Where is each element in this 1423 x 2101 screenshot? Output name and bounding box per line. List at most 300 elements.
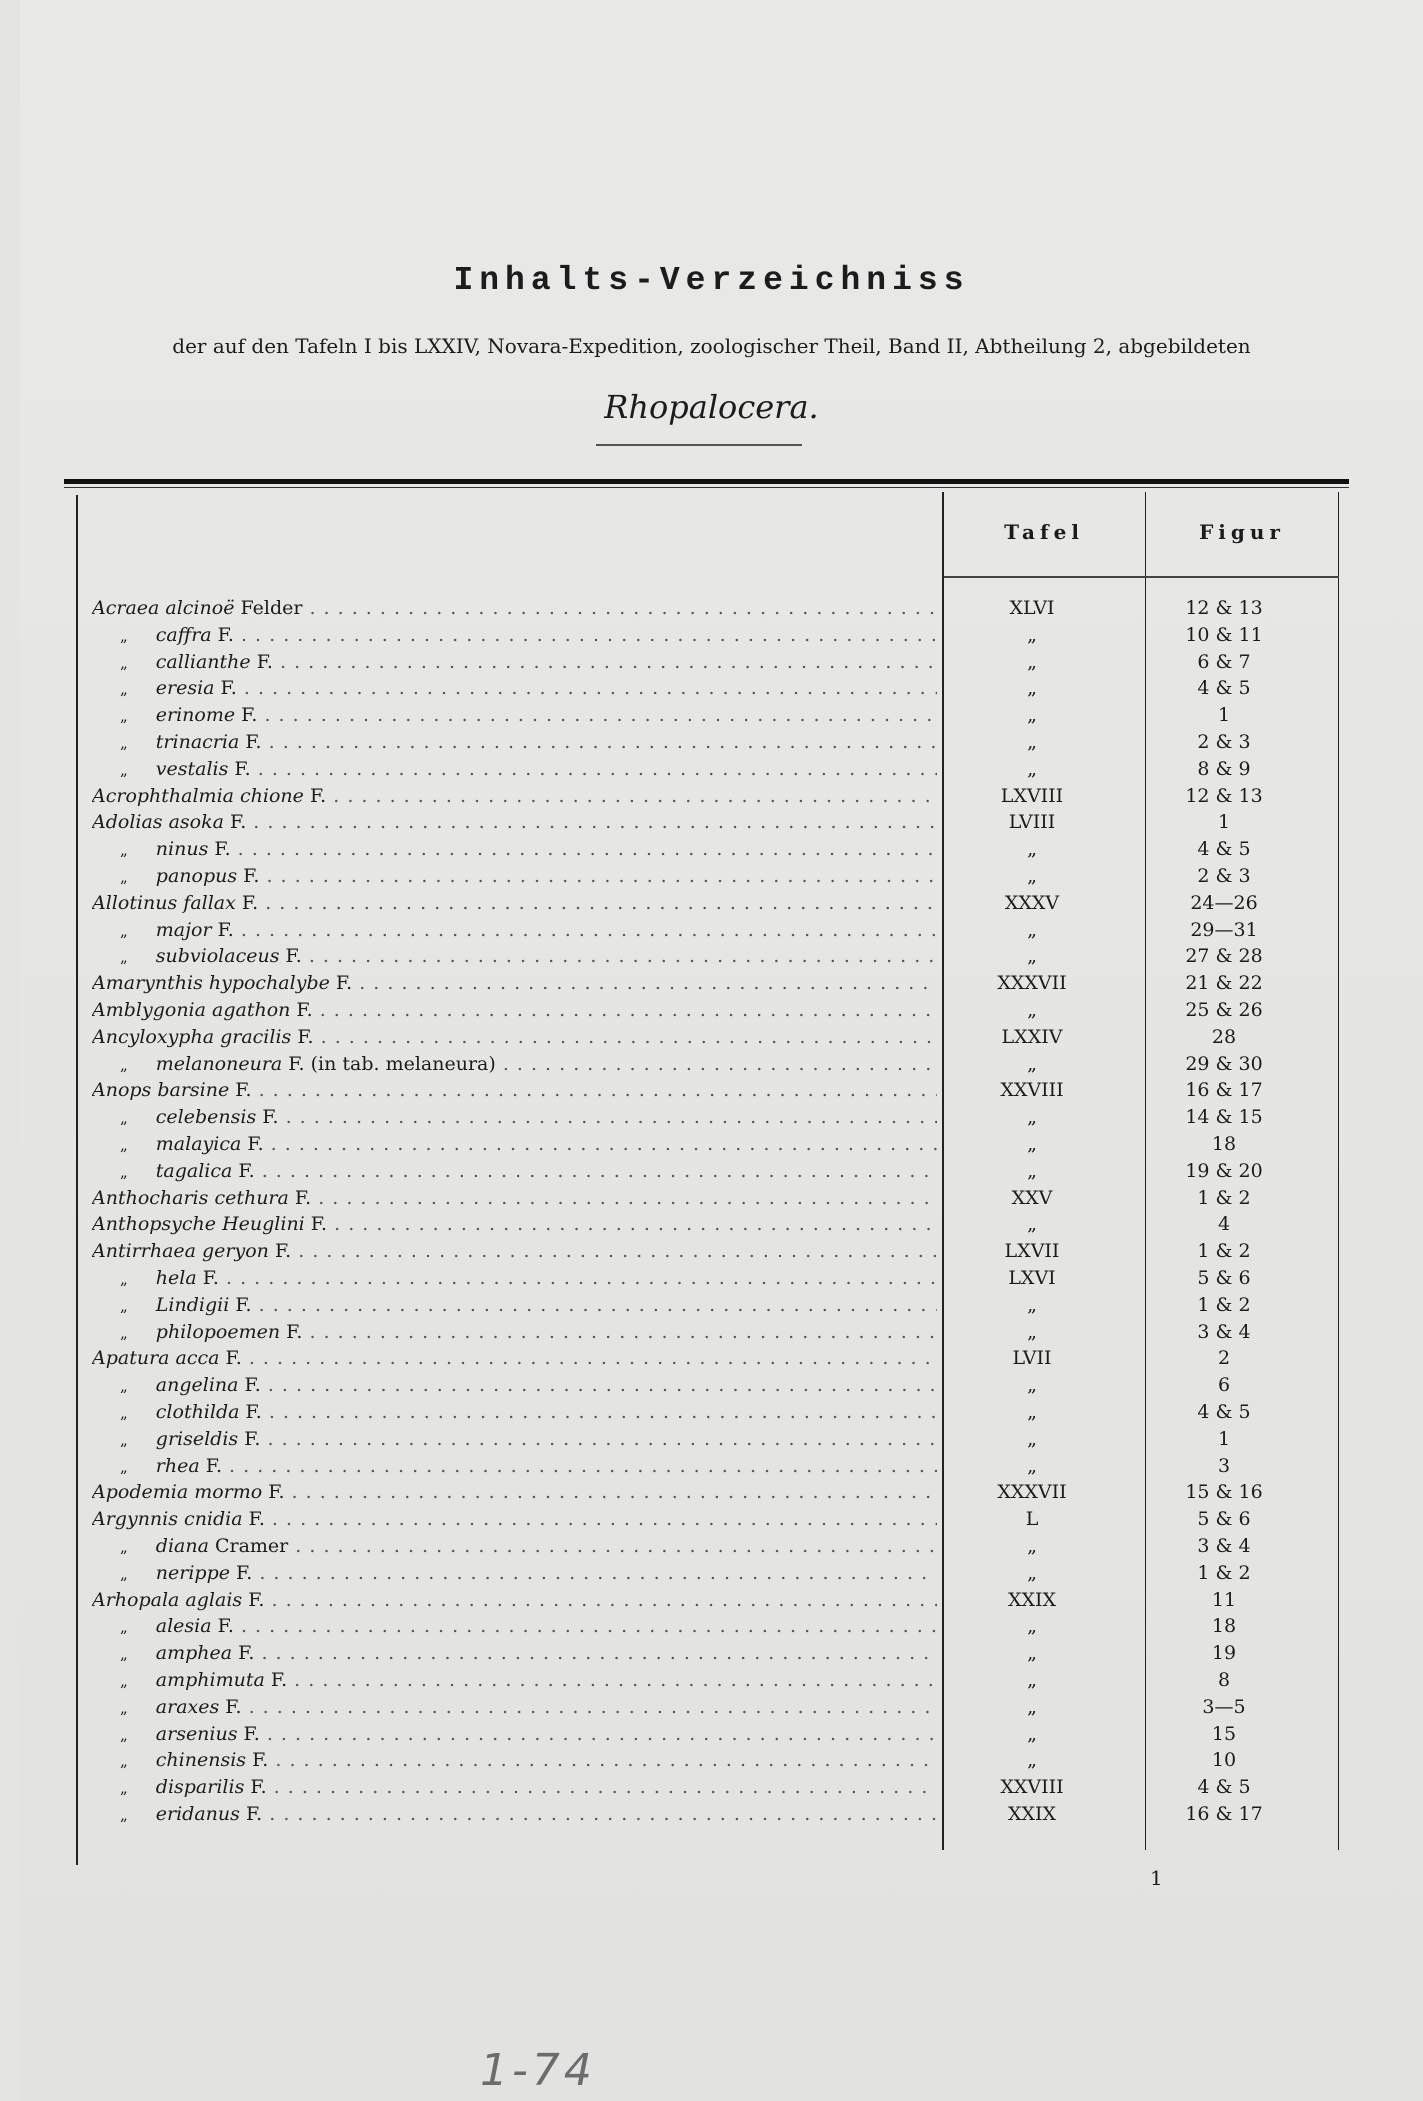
ditto-mark: „	[120, 1779, 128, 1798]
genus-name: Apatura	[92, 1347, 176, 1370]
tafel-cell: LXVIII	[1000, 784, 1064, 807]
taxon-name	[92, 1587, 937, 1614]
tafel-cell: „	[1027, 757, 1037, 780]
taxon-name	[92, 1399, 937, 1427]
ditto-mark: „	[120, 1430, 128, 1449]
taxon-name	[92, 1131, 937, 1159]
figur-cell: 8 & 9	[1197, 757, 1251, 780]
table-top-rule-thin	[64, 487, 1349, 488]
figur-cell: 16 & 17	[1185, 1803, 1263, 1825]
species-name: gracilis	[220, 1025, 292, 1048]
tafel-cell: „	[1027, 1293, 1037, 1316]
taxon-name	[92, 863, 937, 891]
figur-cell: 15	[1211, 1722, 1237, 1745]
species-name: fallax	[183, 891, 236, 914]
author-name: F.	[239, 1803, 263, 1825]
species-name: chione	[240, 784, 304, 807]
tafel-cell: XLVI	[1009, 597, 1055, 619]
species-name: griseldis	[155, 1427, 239, 1450]
header-underline	[944, 576, 1339, 578]
author-name: F.	[238, 1374, 261, 1397]
genus-name: Anthocharis	[92, 1186, 215, 1209]
tafel-cell: „	[1027, 1401, 1037, 1423]
ditto-mark: „	[120, 734, 128, 752]
tafel-cell: „	[1027, 918, 1037, 941]
tafel-cell: „	[1027, 838, 1037, 861]
handwritten-note: 1-74	[480, 2045, 596, 2096]
tafel-cell: LVIII	[1008, 811, 1056, 834]
tafel-cell: XXXV	[1004, 891, 1060, 914]
tafel-cell: „	[1027, 865, 1037, 887]
column-header-figur: Figur	[1199, 520, 1285, 544]
taxon-name	[92, 1104, 937, 1132]
taxon-name	[92, 595, 937, 622]
heading-underline	[596, 444, 802, 446]
species-name: alesia	[155, 1615, 212, 1638]
figur-cell: 21 & 22	[1185, 972, 1263, 995]
tafel-cell: „	[1027, 1052, 1037, 1075]
author-name: F.	[290, 999, 313, 1021]
author-name: F.	[219, 1695, 242, 1718]
author-name: F.	[264, 1669, 288, 1691]
author-name: F.	[262, 1481, 285, 1504]
ditto-mark: „	[120, 841, 128, 860]
figur-cell: 29 & 30	[1185, 1052, 1263, 1075]
taxon-name	[92, 1238, 937, 1265]
species-name: eridanus	[155, 1803, 240, 1825]
tafel-cell: XXIX	[1007, 1803, 1057, 1825]
taxon-name	[92, 1613, 937, 1641]
author-name: F.	[199, 1454, 222, 1477]
figur-cell: 11	[1211, 1588, 1237, 1611]
author-name: F.	[241, 1133, 264, 1155]
table-row	[92, 756, 1342, 783]
species-name: subviolaceus	[155, 945, 280, 968]
ditto-mark: „	[120, 1645, 128, 1664]
author-name: F.	[239, 1401, 262, 1423]
tafel-cell: XXV	[1011, 1186, 1053, 1209]
author-name: F.	[229, 1293, 252, 1316]
table-row	[92, 1292, 1342, 1319]
taxon-name	[92, 756, 937, 784]
tafel-cell: „	[1027, 1615, 1037, 1638]
taxon-name	[92, 783, 937, 810]
tafel-cell: „	[1027, 945, 1037, 968]
species-name: agathon	[212, 999, 291, 1021]
table-row	[92, 1774, 1342, 1801]
taxon-name	[92, 1211, 937, 1238]
species-name: tagalica	[155, 1159, 233, 1182]
species-name: major	[155, 918, 212, 941]
genus-name: Adolias	[92, 811, 169, 834]
ditto-mark: „	[120, 1270, 128, 1288]
author-name: F.	[238, 1427, 261, 1450]
author-name: F.	[228, 757, 251, 780]
table-row	[92, 649, 1342, 676]
genus-name: Argynnis	[92, 1508, 185, 1531]
genus-name: Ancyloxypha	[92, 1025, 221, 1048]
ditto-mark: „	[120, 948, 128, 967]
author-name: F.	[223, 811, 247, 834]
figur-cell: 3—5	[1202, 1695, 1246, 1718]
ditto-mark: „	[120, 1672, 128, 1690]
author-name: F.	[268, 1240, 292, 1263]
author-name: F.	[250, 650, 273, 673]
species-name: alcinoë	[165, 597, 235, 619]
ditto-mark: „	[120, 1806, 128, 1824]
author-name: F.	[214, 677, 237, 700]
figur-cell: 27 & 28	[1185, 945, 1263, 968]
taxon-name	[92, 1319, 937, 1347]
species-name: callianthe	[155, 650, 251, 673]
taxon-name	[92, 1506, 937, 1533]
figur-cell: 4 & 5	[1197, 838, 1251, 861]
author-name: F.	[288, 1186, 312, 1209]
species-name: vestalis	[155, 757, 229, 780]
author-name: Cramer	[208, 1535, 289, 1557]
tafel-cell: „	[1027, 1106, 1037, 1129]
figur-cell: 1	[1217, 1427, 1231, 1450]
table-row	[92, 1453, 1342, 1480]
tafel-cell: XXXVII	[997, 972, 1067, 995]
species-name: eresia	[155, 677, 215, 700]
taxon-name	[92, 1265, 937, 1293]
tafel-cell: „	[1027, 1722, 1037, 1745]
author-name: F.	[237, 1722, 260, 1745]
table-top-rule	[64, 479, 1349, 484]
ditto-mark: „	[120, 1323, 128, 1342]
table-row	[92, 917, 1342, 944]
author-name: F.	[280, 1320, 303, 1343]
figur-cell: 1 & 2	[1197, 1561, 1251, 1584]
species-name: clothilda	[155, 1401, 240, 1423]
taxon-name	[92, 1774, 937, 1802]
taxon-name	[92, 1721, 937, 1749]
taxon-name	[92, 675, 937, 703]
table-row	[92, 1372, 1342, 1399]
ditto-mark: „	[120, 707, 128, 726]
taxon-name	[92, 1292, 937, 1320]
genus-name: Arhopala	[92, 1588, 186, 1611]
taxon-name	[92, 649, 937, 677]
species-name: rhea	[155, 1454, 200, 1477]
genus-name: Anops	[92, 1079, 158, 1102]
table-row	[92, 890, 1342, 917]
taxon-name	[92, 836, 937, 864]
species-name: nerippe	[155, 1561, 230, 1584]
page-subtitle: der auf den Tafeln I bis LXXIV, Novara-Expedition, zoologischer Theil, Band II, Abtheilung 2, abgebildeten	[172, 334, 1251, 358]
author-name: F. (in tab. melaneura)	[282, 1052, 496, 1075]
ditto-mark: „	[120, 1752, 128, 1771]
author-name: F.	[232, 1642, 255, 1665]
taxon-name	[92, 1372, 937, 1400]
genus-name: Anthopsyche	[92, 1213, 223, 1236]
table-row	[92, 1587, 1342, 1614]
tafel-cell: „	[1027, 1159, 1037, 1182]
figur-cell: 4	[1217, 1213, 1231, 1236]
table-row	[92, 1131, 1342, 1158]
table-row	[92, 1426, 1342, 1453]
taxon-name	[92, 809, 937, 836]
figur-cell: 25 & 26	[1185, 999, 1263, 1021]
taxon-name	[92, 970, 937, 997]
figur-cell: 1	[1217, 811, 1231, 834]
figur-cell: 19 & 20	[1185, 1159, 1263, 1182]
table-row	[92, 595, 1342, 622]
figur-cell: 5 & 6	[1197, 1508, 1251, 1531]
figur-cell: 1 & 2	[1197, 1240, 1251, 1263]
taxon-name	[92, 1533, 937, 1561]
taxon-name	[92, 890, 937, 917]
table-row	[92, 783, 1342, 810]
species-name: geryon	[202, 1240, 269, 1263]
table-row	[92, 1265, 1342, 1292]
table-row	[92, 943, 1342, 970]
taxon-name	[92, 622, 937, 650]
taxon-name	[92, 997, 937, 1024]
taxon-name	[92, 917, 937, 945]
ditto-mark: „	[120, 1162, 128, 1181]
species-name: melanoneura	[155, 1052, 283, 1075]
table-row	[92, 1104, 1342, 1131]
table-row	[92, 1640, 1342, 1667]
tafel-cell: XXIX	[1007, 1588, 1057, 1611]
author-name: F.	[211, 1615, 234, 1638]
tafel-cell: „	[1027, 1695, 1037, 1718]
table-row	[92, 1024, 1342, 1051]
taxon-name	[92, 1747, 937, 1775]
ditto-mark: „	[120, 680, 128, 699]
tafel-cell: XXXVII	[997, 1481, 1067, 1504]
taxon-name	[92, 1185, 937, 1212]
taxon-name	[92, 1077, 937, 1104]
ditto-mark: „	[120, 1725, 128, 1744]
figur-cell: 8	[1217, 1669, 1231, 1691]
species-name: hela	[155, 1267, 197, 1289]
author-name: F.	[237, 865, 260, 887]
ditto-mark: „	[120, 1055, 128, 1074]
species-name: barsine	[157, 1079, 230, 1102]
author-name: F.	[211, 623, 234, 646]
figur-cell: 18	[1211, 1615, 1237, 1638]
ditto-mark: „	[120, 921, 128, 940]
species-name: cnidia	[184, 1508, 243, 1531]
tafel-cell: XXVIII	[1000, 1079, 1064, 1102]
taxon-name	[92, 1801, 937, 1829]
table-row	[92, 1506, 1342, 1533]
ditto-mark: „	[120, 1296, 128, 1315]
table-row	[92, 622, 1342, 649]
figur-cell: 6	[1217, 1374, 1231, 1397]
table-row	[92, 1211, 1342, 1238]
figur-cell: 4 & 5	[1197, 1401, 1251, 1423]
tafel-cell: „	[1027, 1374, 1037, 1397]
figur-cell: 2 & 3	[1197, 731, 1251, 753]
figur-cell: 10 & 11	[1185, 623, 1263, 646]
species-name: araxes	[155, 1695, 220, 1718]
ditto-mark: „	[120, 626, 128, 645]
species-name: acca	[175, 1347, 220, 1370]
tafel-cell: „	[1027, 1749, 1037, 1772]
figur-cell: 18	[1211, 1133, 1237, 1155]
ditto-mark: „	[120, 1457, 128, 1476]
species-name: mormo	[194, 1481, 263, 1504]
figur-cell: 4 & 5	[1197, 1776, 1251, 1799]
author-name: F.	[304, 1213, 328, 1236]
page-title: Inhalts-Verzeichniss	[453, 262, 970, 299]
author-name: F.	[196, 1267, 219, 1289]
taxon-name	[92, 1158, 937, 1186]
table-row	[92, 1667, 1342, 1694]
figur-cell: 12 & 13	[1185, 597, 1263, 619]
table-row	[92, 863, 1342, 890]
figur-cell: 28	[1211, 1025, 1237, 1048]
tafel-cell: L	[1025, 1508, 1039, 1531]
ditto-mark: „	[120, 760, 128, 779]
taxon-name	[92, 702, 937, 730]
figur-cell: 2 & 3	[1197, 865, 1251, 887]
ditto-mark: „	[120, 1377, 128, 1396]
author-name: Felder	[234, 597, 303, 619]
table-row	[92, 1399, 1342, 1426]
figur-cell: 19	[1211, 1642, 1237, 1665]
figur-cell: 3 & 4	[1197, 1535, 1251, 1557]
figur-cell: 10	[1211, 1749, 1237, 1772]
table-row	[92, 1747, 1342, 1774]
author-name: F.	[329, 972, 353, 995]
species-name: celebensis	[155, 1106, 257, 1129]
species-name: amphimuta	[155, 1669, 265, 1691]
author-name: F.	[256, 1106, 279, 1129]
table-row	[92, 1158, 1342, 1185]
figur-cell: 6 & 7	[1197, 650, 1251, 673]
ditto-mark: „	[120, 653, 128, 672]
table-row	[92, 1077, 1342, 1104]
table-row	[92, 970, 1342, 997]
taxon-name	[92, 943, 937, 971]
figur-cell: 15 & 16	[1185, 1481, 1263, 1504]
tafel-cell: „	[1027, 704, 1037, 727]
taxon-name	[92, 1453, 937, 1481]
figur-cell: 16 & 17	[1185, 1079, 1263, 1102]
author-name: F.	[291, 1025, 314, 1048]
table-row	[92, 1319, 1342, 1346]
species-name: chinensis	[155, 1749, 247, 1772]
author-name: F.	[208, 838, 231, 861]
taxon-name	[92, 1024, 937, 1051]
species-name: asoka	[168, 811, 224, 834]
figur-cell: 12 & 13	[1185, 784, 1263, 807]
figur-cell: 3 & 4	[1197, 1320, 1251, 1343]
species-name: Lindigii	[155, 1293, 230, 1316]
tafel-cell: LXVII	[1004, 1240, 1060, 1263]
page-number: 1	[1150, 1866, 1163, 1890]
table-row	[92, 1560, 1342, 1587]
species-name: angelina	[155, 1374, 239, 1397]
table-row	[92, 1801, 1342, 1828]
taxon-name	[92, 1640, 937, 1668]
tafel-cell: „	[1027, 1213, 1037, 1236]
species-name: philopoemen	[155, 1320, 281, 1343]
ditto-mark: „	[120, 1109, 128, 1128]
tafel-cell: LXXIV	[1001, 1025, 1063, 1048]
taxon-name	[92, 1479, 937, 1506]
species-name: diana	[155, 1535, 209, 1557]
ditto-mark: „	[120, 1538, 128, 1556]
figur-cell: 1	[1217, 704, 1231, 727]
author-name: F.	[303, 784, 327, 807]
tafel-cell: „	[1027, 1133, 1037, 1155]
author-name: F.	[229, 1079, 252, 1102]
species-name: cethura	[214, 1186, 289, 1209]
table-row	[92, 1345, 1342, 1372]
tafel-cell: „	[1027, 1669, 1037, 1691]
species-name: arsenius	[155, 1722, 238, 1745]
figur-cell: 4 & 5	[1197, 677, 1251, 700]
species-name: hypochalybe	[208, 972, 330, 995]
ditto-mark: „	[120, 1698, 128, 1717]
author-name: F.	[219, 1347, 242, 1370]
figur-cell: 1 & 2	[1197, 1293, 1251, 1316]
author-name: F.	[239, 731, 262, 753]
ditto-mark: „	[120, 1618, 128, 1637]
figur-cell: 29—31	[1190, 918, 1258, 941]
table-row	[92, 997, 1342, 1024]
table-row	[92, 1721, 1342, 1748]
ditto-mark: „	[120, 1136, 128, 1154]
species-name: ninus	[155, 838, 209, 861]
author-name: F.	[211, 918, 234, 941]
taxon-name	[92, 729, 937, 757]
table-left-border	[76, 495, 78, 1865]
species-name: panopus	[155, 865, 238, 887]
table-row	[92, 1185, 1342, 1212]
ditto-mark: „	[120, 1404, 128, 1422]
genus-name: Acraea	[92, 597, 166, 619]
genus-name: Amarynthis	[92, 972, 209, 995]
species-name: amphea	[155, 1642, 233, 1665]
author-name: F.	[242, 1588, 265, 1611]
column-header-tafel: Tafel	[1004, 520, 1084, 544]
tafel-cell: „	[1027, 1642, 1037, 1665]
tafel-cell: LVII	[1012, 1347, 1052, 1370]
author-name: F.	[242, 1508, 265, 1531]
table-row	[92, 836, 1342, 863]
taxon-name	[92, 1345, 937, 1372]
genus-name: Amblygonia	[92, 999, 212, 1021]
species-name: Heuglini	[222, 1213, 305, 1236]
tafel-cell: „	[1027, 1427, 1037, 1450]
author-name: F.	[244, 1776, 267, 1799]
table-row	[92, 1479, 1342, 1506]
tafel-cell: „	[1027, 731, 1037, 753]
species-name: malayica	[155, 1133, 242, 1155]
table-row	[92, 809, 1342, 836]
tafel-cell: „	[1027, 1320, 1037, 1343]
table-row	[92, 1051, 1342, 1078]
genus-name: Allotinus	[92, 891, 184, 914]
genus-name: Antirrhaea	[92, 1240, 203, 1263]
species-name: trinacria	[155, 731, 240, 753]
species-name: erinome	[155, 704, 236, 727]
author-name: F.	[235, 891, 259, 914]
species-name: caffra	[155, 623, 212, 646]
table-row	[92, 1238, 1342, 1265]
author-name: F.	[235, 704, 258, 727]
taxon-name	[92, 1667, 937, 1695]
table-row	[92, 729, 1342, 756]
table-row	[92, 702, 1342, 729]
